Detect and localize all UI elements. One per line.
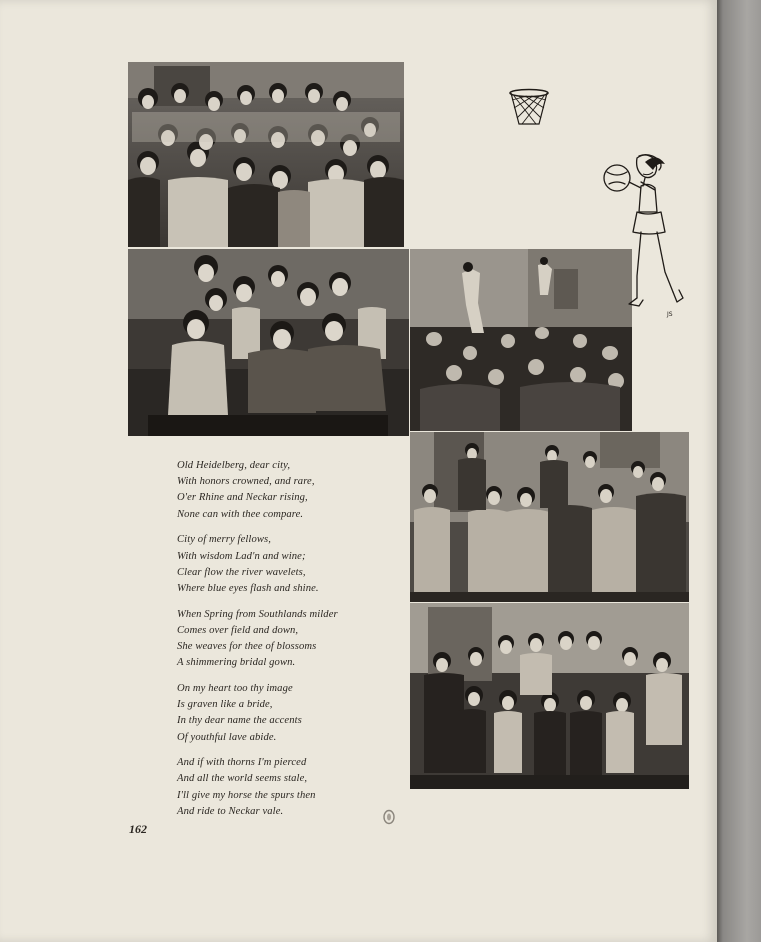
poem-line: Old Heidelberg, dear city,: [177, 460, 291, 471]
poem-stanza-3: [177, 607, 407, 672]
group-photo-4: [410, 432, 689, 602]
poem-line: Is graven like a bride,: [177, 699, 273, 711]
poem-line: On my heart too thy image: [177, 682, 293, 694]
poem-line: Where blue eyes flash and shine.: [177, 582, 319, 594]
poem-line: City of merry fellows,: [177, 534, 272, 546]
poem-line: Comes over field and down,: [177, 624, 299, 636]
adjacent-page-edge: [717, 0, 761, 942]
group-photo-1: [128, 62, 404, 247]
poem-line: And if with thorns I'm pierced: [177, 757, 307, 769]
poem-line: Clear flow the river wavelets,: [177, 566, 306, 578]
page-number: 162: [129, 822, 147, 836]
poem-line: She weaves for thee of blossoms: [177, 641, 317, 653]
poem-line: O'er Rhine and Neckar rising,: [177, 492, 308, 504]
basketball-hoop-icon: [508, 88, 550, 128]
group-photo-3: [410, 249, 632, 431]
poem-line: With honors crowned, and rare,: [177, 476, 315, 488]
poem-line: None can with thee compare.: [177, 508, 304, 520]
poem-line: And all the world seems stale,: [177, 773, 308, 785]
poem-stanza-2: [177, 532, 407, 597]
group-photo-2: [128, 249, 409, 436]
poem-line: And ride to Neckar vale.: [177, 805, 284, 817]
poem-line: With wisdom Lad'n and wine;: [177, 550, 306, 562]
poem-line: In thy dear name the accents: [177, 715, 302, 727]
basketball-player-illustration: [601, 150, 687, 318]
poem-line: When Spring from Southlands milder: [177, 608, 338, 620]
poem-line: Of youthful lave abide.: [177, 731, 277, 743]
poem-line: A shimmering bridal gown.: [177, 657, 296, 669]
poem-stanza-4: [177, 681, 407, 746]
printer-mark-icon: [382, 809, 396, 825]
poem-stanza-5: [177, 755, 407, 820]
poem-stanza-1: [177, 458, 407, 523]
group-photo-5: [410, 603, 689, 789]
svg-text:JS: JS: [667, 311, 673, 318]
poem-heidelberg: [177, 458, 407, 830]
poem-line: I'll give my horse the spurs then: [177, 789, 316, 801]
